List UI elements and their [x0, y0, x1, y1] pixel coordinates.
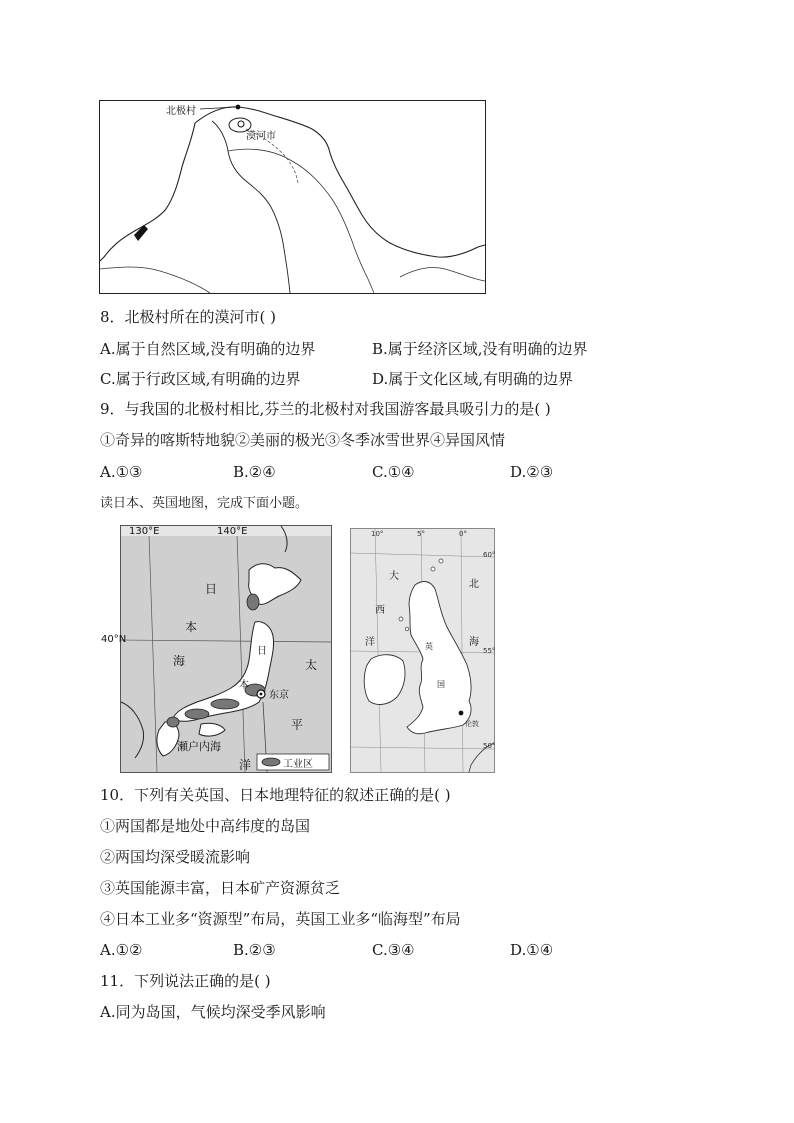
sea-label-1: 日 [205, 582, 218, 596]
ocean-label-1: 太 [305, 658, 318, 672]
industrial-zone [211, 699, 239, 709]
lon-5-label: 5° [417, 530, 425, 538]
tokyo-label: 东京 [269, 690, 289, 701]
q10-option-a[interactable]: A.①② [100, 941, 143, 959]
uk-map-drawing [351, 529, 494, 772]
section-intro: 读日本、英国地图，完成下面小题。 [100, 496, 309, 511]
ireland-outline [364, 655, 405, 705]
lat-60-label: 60° [483, 551, 496, 559]
japan-map-drawing [121, 526, 331, 772]
q8-stem: 8．北极村所在的漠河市( ) [100, 308, 277, 326]
mohe-city-label: 漠河市 [246, 131, 276, 142]
ocean-label-2: 平 [291, 718, 304, 732]
q8-option-d[interactable]: D.属于文化区域,有明确的边界 [372, 370, 574, 388]
sea-label-2: 本 [185, 620, 198, 634]
q8-option-a[interactable]: A.属于自然区域,没有明确的边界 [100, 340, 316, 358]
q10-statement-4: ④日本工业多“资源型”布局，英国工业多“临海型”布局 [100, 910, 461, 928]
q9-option-c[interactable]: C.①④ [372, 463, 415, 481]
lat-50-label: 50° [483, 742, 496, 750]
q11-stem: 11．下列说法正确的是( ) [100, 972, 271, 990]
lon-0-label: 0° [459, 530, 467, 538]
q9-option-a[interactable]: A.①③ [100, 463, 143, 481]
mohe-map-outline [100, 101, 485, 293]
lat-40-label: 40°N [101, 634, 127, 645]
country-label-uk-2: 国 [437, 680, 445, 689]
mohe-map [99, 100, 486, 294]
q9-option-b[interactable]: B.②④ [233, 463, 276, 481]
q11-option-a[interactable]: A.同为岛国，气候均深受季风影响 [100, 1003, 326, 1021]
industrial-zone [185, 709, 209, 719]
q10-stem: 10．下列有关英国、日本地理特征的叙述正确的是( ) [100, 786, 451, 804]
atlantic-label-2: 西 [375, 605, 385, 616]
atlantic-label-1: 大 [389, 571, 399, 582]
lon-10-label: 10° [371, 530, 384, 538]
q10-statement-3: ③英国能源丰富，日本矿产资源贫乏 [100, 879, 341, 897]
q10-statement-1: ①两国都是地处中高纬度的岛国 [100, 817, 311, 835]
beiji-village-label: 北极村 [166, 106, 196, 117]
beiji-village-dot [236, 105, 241, 110]
country-label-2: 本 [239, 680, 249, 691]
q8-option-b[interactable]: B.属于经济区域,没有明确的边界 [372, 340, 588, 358]
london-label: 伦敦 [465, 720, 479, 728]
q10-option-d[interactable]: D.①④ [510, 941, 554, 959]
q10-option-c[interactable]: C.③④ [372, 941, 415, 959]
country-label-1: 日 [257, 646, 267, 657]
mohe-city-dot [238, 121, 244, 127]
sea-label-3: 海 [173, 654, 186, 668]
q10-statement-2: ②两国均深受暖流影响 [100, 848, 251, 866]
atlantic-label-3: 洋 [365, 637, 375, 648]
q9-stem: 9．与我国的北极村相比,芬兰的北极村对我国游客最具吸引力的是( ) [100, 400, 551, 418]
inland-sea-label: 瀬户内海 [177, 740, 221, 753]
ocean-label-3: 洋 [239, 758, 252, 772]
industrial-zone [167, 717, 179, 727]
lon-130-label: 130°E [129, 526, 160, 537]
q9-option-d[interactable]: D.②③ [510, 463, 554, 481]
q9-statement: ①奇异的喀斯特地貌②美丽的极光③冬季冰雪世界④异国风情 [100, 431, 506, 449]
japan-map [101, 525, 332, 773]
country-label-uk-1: 英 [425, 642, 433, 651]
q8-option-c[interactable]: C.属于行政区域,有明确的边界 [100, 370, 301, 388]
lat-55-label: 55° [483, 647, 496, 655]
north-sea-label-1: 北 [469, 579, 479, 590]
london-marker [459, 711, 464, 716]
north-sea-label-2: 海 [469, 637, 479, 648]
industrial-zone [247, 594, 259, 610]
uk-map [350, 528, 495, 773]
legend-label: 工业区 [283, 759, 313, 770]
legend-swatch [262, 758, 280, 766]
q10-option-b[interactable]: B.②③ [233, 941, 276, 959]
lon-140-label: 140°E [217, 526, 248, 537]
